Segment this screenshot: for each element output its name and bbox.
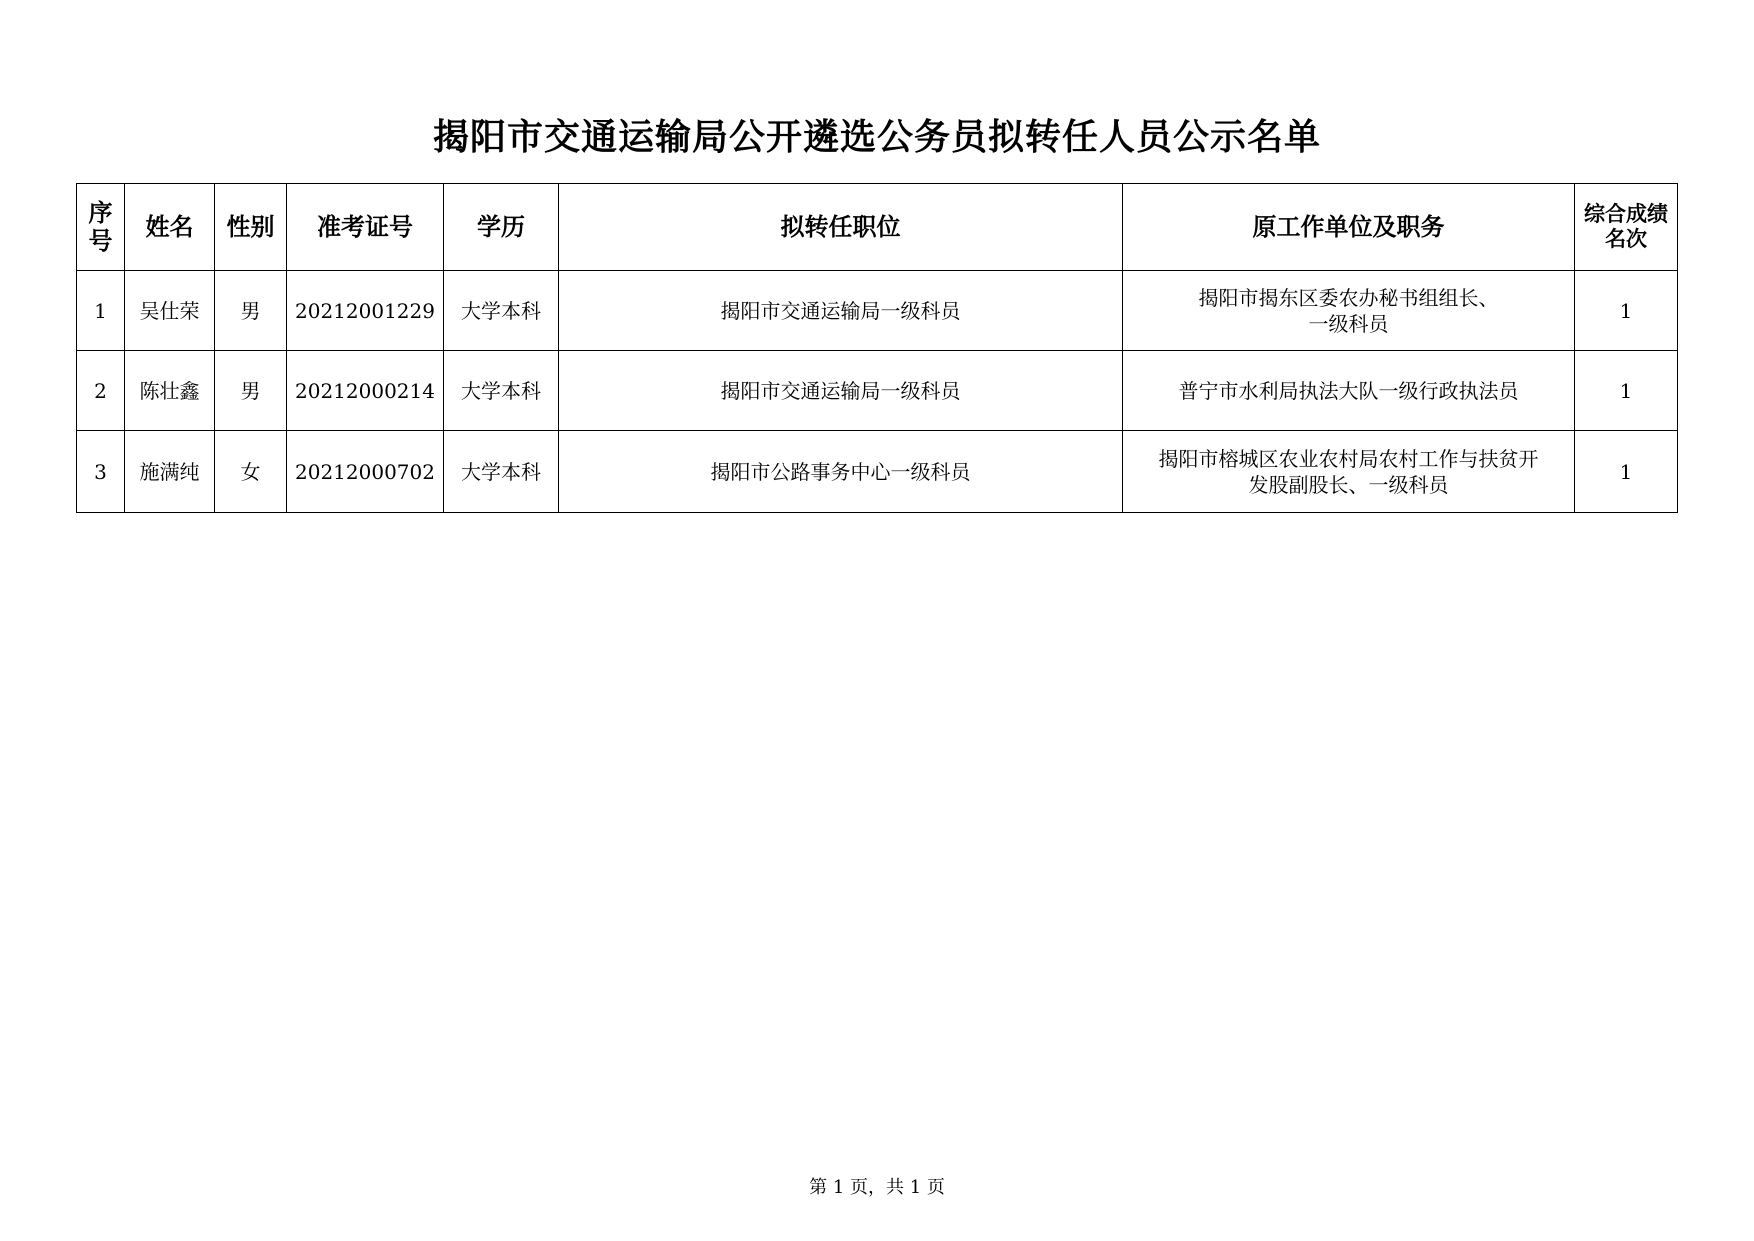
cell-education: 大学本科 [444,431,559,513]
table-row [77,351,1678,431]
cell-name: 陈壮鑫 [125,351,215,431]
cell-original-unit: 普宁市水利局执法大队一级行政执法员 [1123,351,1575,431]
cell-rank: 1 [1575,431,1678,513]
header-row [77,184,1678,271]
cell-gender: 男 [215,271,287,351]
cell-exam-id: 20212001229 [287,271,444,351]
cell-gender: 女 [215,431,287,513]
cell-seq: 2 [77,351,125,431]
header-seq: 序 号 [77,184,125,271]
table-row [77,271,1678,351]
cell-education: 大学本科 [444,271,559,351]
cell-seq: 1 [77,271,125,351]
cell-position: 揭阳市交通运输局一级科员 [559,351,1123,431]
cell-education: 大学本科 [444,351,559,431]
header-exam-id: 准考证号 [287,184,444,271]
document-title: 揭阳市交通运输局公开遴选公务员拟转任人员公示名单 [432,117,1321,158]
header-name: 姓名 [125,184,215,271]
header-gender: 性别 [215,184,287,271]
cell-seq: 3 [77,431,125,513]
table-row [77,431,1678,513]
header-rank: 综合成绩 名次 [1575,184,1678,271]
roster-table [76,183,1678,513]
cell-original-unit: 揭阳市揭东区委农办秘书组组长、 一级科员 [1123,271,1575,351]
cell-rank: 1 [1575,271,1678,351]
cell-position: 揭阳市交通运输局一级科员 [559,271,1123,351]
cell-exam-id: 20212000214 [287,351,444,431]
header-position: 拟转任职位 [559,184,1123,271]
cell-rank: 1 [1575,351,1678,431]
header-education: 学历 [444,184,559,271]
cell-exam-id: 20212000702 [287,431,444,513]
cell-position: 揭阳市公路事务中心一级科员 [559,431,1123,513]
page-footer: 第 1 页，共 1 页 [809,1177,945,1198]
cell-name: 吴仕荣 [125,271,215,351]
header-original-unit: 原工作单位及职务 [1123,184,1575,271]
cell-gender: 男 [215,351,287,431]
cell-name: 施满纯 [125,431,215,513]
cell-original-unit: 揭阳市榕城区农业农村局农村工作与扶贫开 发股副股长、一级科员 [1123,431,1575,513]
